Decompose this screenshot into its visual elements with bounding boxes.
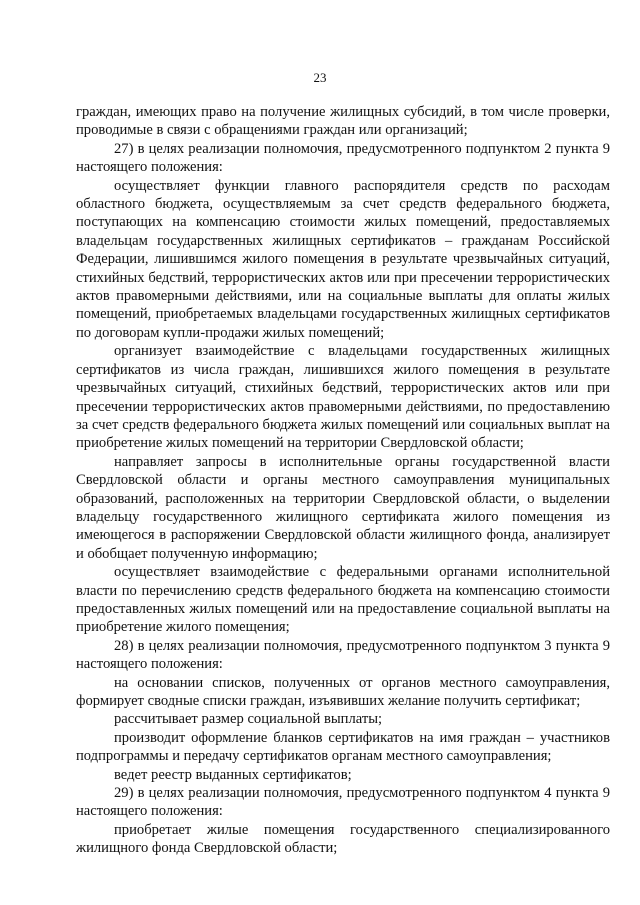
paragraph: 29) в целях реализации полномочия, предусмотренного подпунктом 4 пункта 9 настоящего положения:	[76, 785, 610, 820]
paragraph: направляет запросы в исполнительные органы государственной власти Свердловской области и органы местного самоуправления муниципальных образований, расположенных на территории Свердловской области, о выделении владельцу государственного жилищного сертификата жилого помещения из имеющегося в распоряжении Свердловской области жилищного фонда, анализирует и обобщает полученную информацию;	[76, 453, 610, 562]
paragraph: граждан, имеющих право на получение жилищных субсидий, в том числе проверки, проводимые в связи с обращениями граждан или организаций;	[76, 104, 610, 139]
paragraph: производит оформление бланков сертификатов на имя граждан – участников подпрограммы и передачу сертификатов органам местного самоуправления;	[76, 729, 610, 765]
document-body	[76, 103, 610, 858]
paragraph: рассчитывает размер социальной выплаты;	[114, 711, 383, 728]
paragraph: осуществляет взаимодействие с федеральными органами исполнительной власти по перечислению средств федерального бюджета на компенсацию стоимости предоставленных жилых помещений или на предоставление социальной выплаты на приобретение жилого помещения;	[76, 564, 610, 636]
paragraph: 28) в целях реализации полномочия, предусмотренного подпунктом 3 пункта 9 настоящего положения:	[76, 637, 610, 673]
paragraph: 27) в целях реализации полномочия, предусмотренного подпунктом 2 пункта 9 настоящего положения:	[76, 140, 610, 176]
paragraph: организует взаимодействие с владельцами государственных жилищных сертификатов из числа граждан, лишившихся жилого помещения в результате чрезвычайных ситуаций, стихийных бедствий, террористических актов или при пресечении террористических актов правомерными действиями, по предоставлению за счет средств федерального бюджета жилых помещений или социальных выплат на приобретение жилых помещений на территории Свердловской области;	[76, 343, 610, 452]
paragraph: на основании списков, полученных от органов местного самоуправления, формирует сводные списки граждан, изъявивших желание получить сертификат;	[76, 674, 610, 709]
paragraph: ведет реестр выданных сертификатов;	[114, 766, 352, 783]
page-number: 23	[313, 70, 327, 85]
paragraph: осуществляет функции главного распорядителя средств по расходам областного бюджета, осуществляемым за счет средств федерального бюджета, поступающих на компенсацию стоимости жилых помещений, предоставляемых владельцам государственных жилищных сертификатов – гражданам Российской Федерации, лишившимся жилого помещения в результате чрезвычайных ситуаций, стихийных бедствий, террористических актов или при пресечении террористических актов правомерными действиями, или на социальные выплаты для оплаты жилых помещений, приобретаемых владельцами государственных жилищных сертификатов по договорам купли-продажи жилых помещений;	[76, 177, 610, 341]
paragraph: приобретает жилые помещения государственного специализированного жилищного фонда Свердловской области;	[76, 821, 610, 857]
